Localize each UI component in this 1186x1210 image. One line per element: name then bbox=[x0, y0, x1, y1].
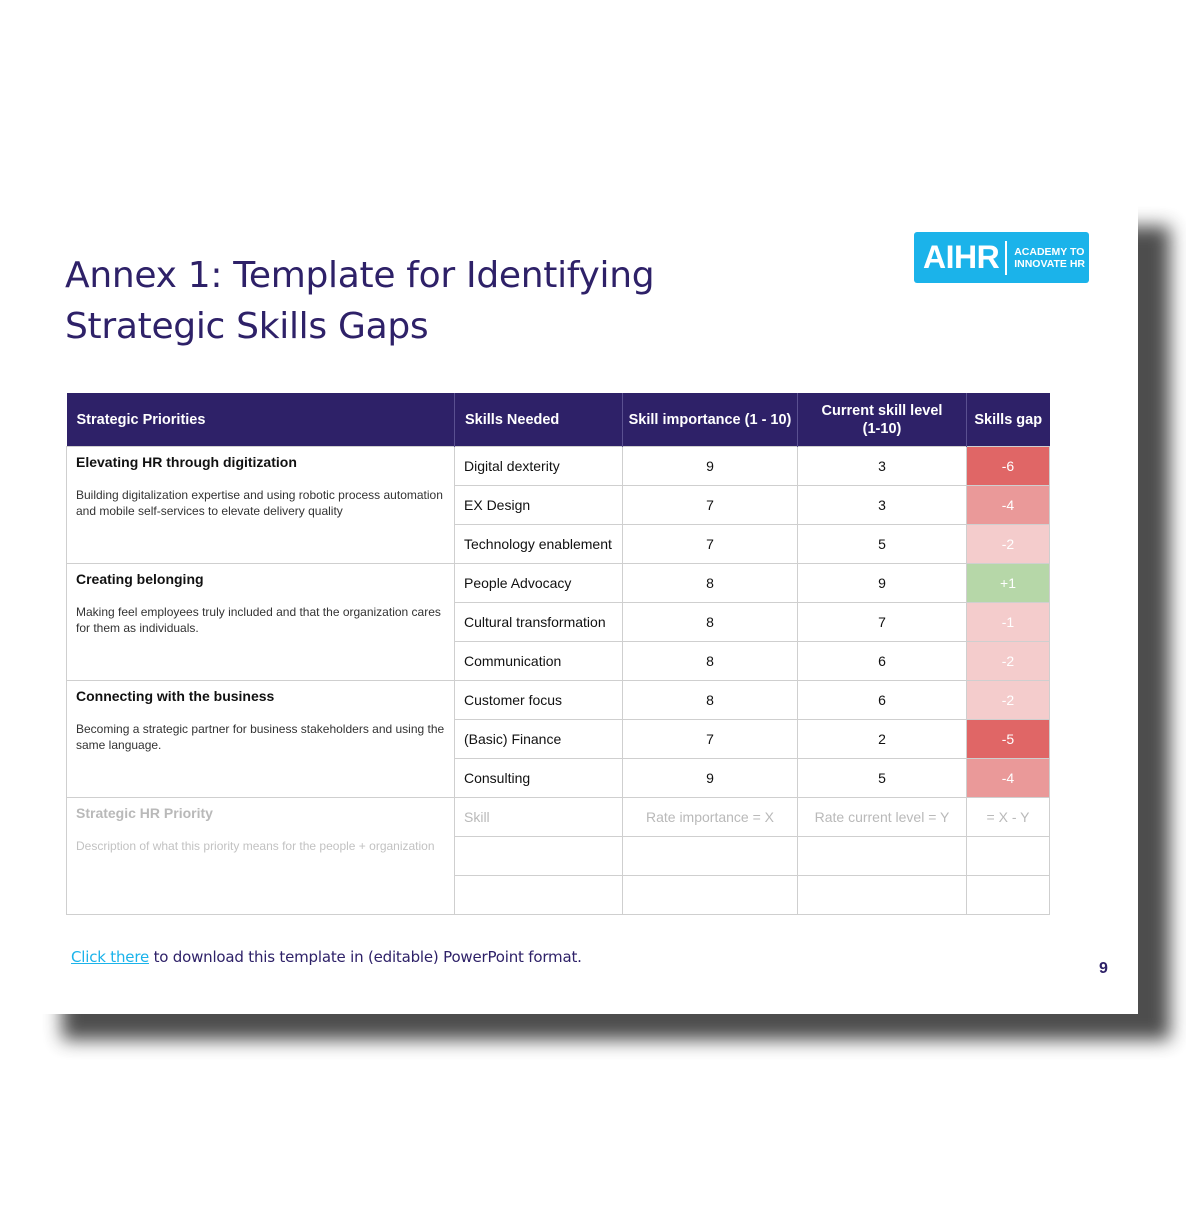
skill-cell: Communication bbox=[455, 642, 623, 681]
logo-mark: AIHR bbox=[923, 239, 1000, 275]
page-title-line2: Strategic Skills Gaps bbox=[65, 306, 429, 347]
skills-gap-cell: +1 bbox=[967, 564, 1050, 603]
current-level-cell: 9 bbox=[798, 564, 967, 603]
skills-gap-cell: -1 bbox=[967, 603, 1050, 642]
empty-cell bbox=[623, 876, 798, 915]
skill-cell: Customer focus bbox=[455, 681, 623, 720]
header-skill-importance: Skill importance (1 - 10) bbox=[623, 393, 798, 447]
template-importance-cell: Rate importance = X bbox=[623, 798, 798, 837]
skills-gap-cell: -2 bbox=[967, 642, 1050, 681]
priority-cell bbox=[67, 447, 455, 564]
logo-divider bbox=[1005, 241, 1007, 275]
skill-cell: EX Design bbox=[455, 486, 623, 525]
skills-gap-cell: -2 bbox=[967, 525, 1050, 564]
priority-title: Connecting with the business bbox=[76, 688, 275, 704]
priority-title: Creating belonging bbox=[76, 571, 204, 587]
download-note-text: to download this template in (editable) PowerPoint format. bbox=[149, 948, 582, 966]
logo-subtitle-line1: ACADEMY TO bbox=[1014, 245, 1085, 258]
download-link[interactable]: Click there bbox=[71, 948, 149, 966]
importance-cell: 8 bbox=[623, 642, 798, 681]
template-priority-cell bbox=[67, 798, 455, 915]
logo-subtitle bbox=[1014, 246, 1085, 270]
skills-gap-cell: -5 bbox=[967, 720, 1050, 759]
importance-cell: 8 bbox=[623, 681, 798, 720]
table-body bbox=[67, 447, 1050, 915]
empty-cell bbox=[967, 837, 1050, 876]
template-current-cell: Rate current level = Y bbox=[798, 798, 967, 837]
skill-cell: People Advocacy bbox=[455, 564, 623, 603]
priority-title: Elevating HR through digitization bbox=[76, 454, 297, 470]
skills-gap-cell: -2 bbox=[967, 681, 1050, 720]
table-row bbox=[67, 447, 1050, 486]
skill-cell: Technology enablement bbox=[455, 525, 623, 564]
skills-gap-cell: -4 bbox=[967, 759, 1050, 798]
priority-description: Becoming a strategic partner for business stakeholders and using the same language. bbox=[76, 722, 445, 752]
current-level-cell: 2 bbox=[798, 720, 967, 759]
template-priority-description: Description of what this priority means for the people + organization bbox=[76, 839, 435, 853]
importance-cell: 9 bbox=[623, 759, 798, 798]
header-current-skill-level bbox=[798, 393, 967, 447]
logo-subtitle-line2: INNOVATE HR bbox=[1014, 257, 1085, 270]
slide-page bbox=[38, 196, 1138, 1014]
header-current-line1: Current skill level bbox=[821, 402, 943, 419]
current-level-cell: 5 bbox=[798, 525, 967, 564]
header-skills-needed: Skills Needed bbox=[455, 393, 623, 447]
download-note bbox=[71, 948, 582, 966]
aihr-logo bbox=[914, 232, 1089, 283]
priority-cell bbox=[67, 681, 455, 798]
header-current-line2: (1-10) bbox=[862, 420, 902, 437]
template-priority-title: Strategic HR Priority bbox=[76, 805, 213, 821]
priority-cell bbox=[67, 564, 455, 681]
importance-cell: 8 bbox=[623, 603, 798, 642]
empty-cell bbox=[455, 876, 623, 915]
current-level-cell: 3 bbox=[798, 486, 967, 525]
empty-cell bbox=[798, 837, 967, 876]
empty-cell bbox=[967, 876, 1050, 915]
current-level-cell: 7 bbox=[798, 603, 967, 642]
empty-cell bbox=[623, 837, 798, 876]
page-title-line1: Annex 1: Template for Identifying bbox=[65, 255, 655, 296]
table-row bbox=[67, 564, 1050, 603]
skill-cell: Digital dexterity bbox=[455, 447, 623, 486]
table-header-row bbox=[67, 393, 1050, 447]
importance-cell: 9 bbox=[623, 447, 798, 486]
page-number: 9 bbox=[1099, 960, 1108, 977]
priority-description: Building digitalization expertise and using robotic process automation and mobile self-services to elevate delivery quality bbox=[76, 488, 443, 518]
empty-cell bbox=[455, 837, 623, 876]
empty-cell bbox=[798, 876, 967, 915]
skills-gap-cell: -6 bbox=[967, 447, 1050, 486]
skill-cell: (Basic) Finance bbox=[455, 720, 623, 759]
priority-description: Making feel employees truly included and that the organization cares for them as individuals. bbox=[76, 605, 441, 635]
template-row bbox=[67, 798, 1050, 837]
template-gap-cell: = X - Y bbox=[967, 798, 1050, 837]
skill-cell: Consulting bbox=[455, 759, 623, 798]
importance-cell: 7 bbox=[623, 720, 798, 759]
skills-gap-cell: -4 bbox=[967, 486, 1050, 525]
current-level-cell: 6 bbox=[798, 642, 967, 681]
importance-cell: 7 bbox=[623, 486, 798, 525]
table-row bbox=[67, 681, 1050, 720]
page-title bbox=[65, 250, 654, 352]
current-level-cell: 5 bbox=[798, 759, 967, 798]
current-level-cell: 6 bbox=[798, 681, 967, 720]
skill-cell: Cultural transformation bbox=[455, 603, 623, 642]
importance-cell: 7 bbox=[623, 525, 798, 564]
importance-cell: 8 bbox=[623, 564, 798, 603]
header-skills-gap: Skills gap bbox=[967, 393, 1050, 447]
header-strategic-priorities: Strategic Priorities bbox=[67, 393, 455, 447]
current-level-cell: 3 bbox=[798, 447, 967, 486]
skills-gap-table bbox=[66, 393, 1050, 915]
template-skill-cell: Skill bbox=[455, 798, 623, 837]
